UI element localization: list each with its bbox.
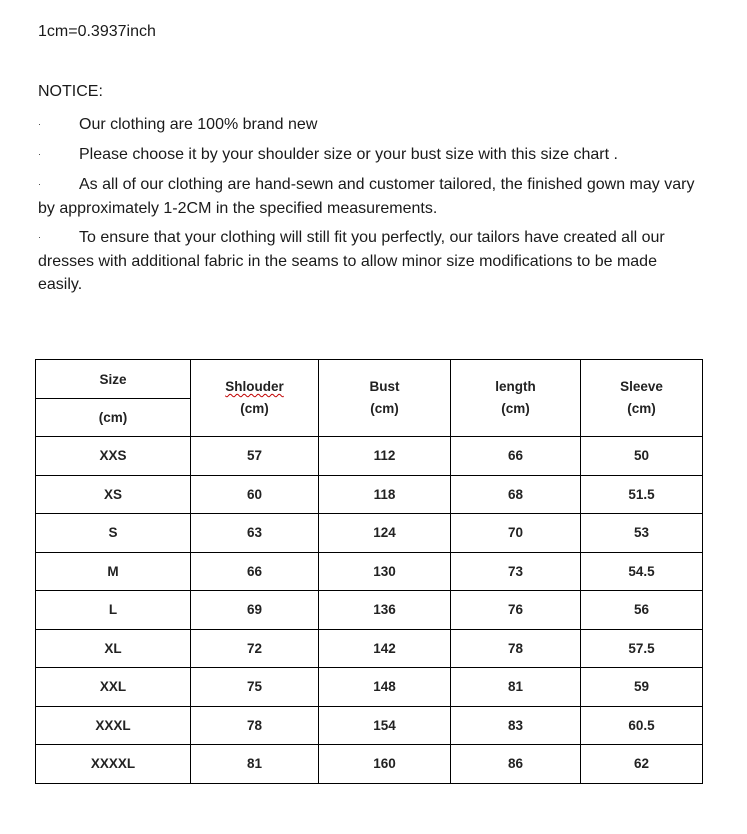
size-cell: XXS: [36, 437, 191, 476]
notice-item: [38, 226, 698, 297]
sleeve-cell: 57.5: [581, 629, 703, 668]
bust-header: [319, 360, 451, 437]
notice-item: [38, 173, 698, 220]
size-cell: XS: [36, 475, 191, 514]
shoulder-cell: 66: [191, 552, 319, 591]
table-row: [36, 591, 703, 630]
sleeve-cell: 54.5: [581, 552, 703, 591]
notice-item: [38, 143, 698, 167]
bullet-dot: ·: [38, 232, 41, 243]
length-header: [451, 360, 581, 437]
bullet-dot: ·: [38, 149, 41, 160]
length-cell: 68: [451, 475, 581, 514]
length-header-unit: (cm): [501, 401, 530, 416]
sleeve-cell: 51.5: [581, 475, 703, 514]
notice-item-text: Please choose it by your shoulder size or your bust size with this size chart .: [79, 146, 618, 163]
bust-cell: 130: [319, 552, 451, 591]
shoulder-cell: 60: [191, 475, 319, 514]
table-row: [36, 629, 703, 668]
table-row: [36, 437, 703, 476]
length-cell: 66: [451, 437, 581, 476]
length-cell: 70: [451, 514, 581, 553]
length-header-name: length: [495, 379, 536, 394]
shoulder-cell: 81: [191, 745, 319, 784]
size-chart-table: [35, 359, 703, 784]
length-cell: 78: [451, 629, 581, 668]
bust-cell: 148: [319, 668, 451, 707]
bust-cell: 160: [319, 745, 451, 784]
notice-item-text: As all of our clothing are hand-sewn and customer tailored, the finished gown may vary by approximately 1-2CM in the specified measurements.: [38, 176, 695, 217]
header-row: [36, 360, 703, 399]
shoulder-cell: 57: [191, 437, 319, 476]
length-cell: 86: [451, 745, 581, 784]
bust-cell: 118: [319, 475, 451, 514]
size-cell: L: [36, 591, 191, 630]
bust-cell: 154: [319, 706, 451, 745]
table-row: [36, 514, 703, 553]
sleeve-cell: 56: [581, 591, 703, 630]
size-cell: S: [36, 514, 191, 553]
length-cell: 83: [451, 706, 581, 745]
notice-item-text: To ensure that your clothing will still fit you perfectly, our tailors have created all our dresses with additional fabric in the seams to allow minor size modifications to be made easily.: [38, 229, 665, 294]
size-cell: XXXXL: [36, 745, 191, 784]
length-cell: 76: [451, 591, 581, 630]
sleeve-header-name: Sleeve: [620, 379, 663, 394]
size-unit-header: (cm): [36, 399, 191, 437]
bust-cell: 142: [319, 629, 451, 668]
notice-item-text: Our clothing are 100% brand new: [79, 116, 318, 133]
table-row: [36, 668, 703, 707]
size-cell: XL: [36, 629, 191, 668]
size-cell: XXXL: [36, 706, 191, 745]
bust-header-name: Bust: [369, 379, 400, 394]
shoulder-cell: 75: [191, 668, 319, 707]
bust-header-unit: (cm): [370, 401, 399, 416]
bust-cell: 124: [319, 514, 451, 553]
length-cell: 81: [451, 668, 581, 707]
sleeve-cell: 59: [581, 668, 703, 707]
notice-heading: NOTICE:: [38, 83, 103, 100]
size-header: Size: [36, 360, 191, 399]
shoulder-cell: 78: [191, 706, 319, 745]
sleeve-cell: 50: [581, 437, 703, 476]
sleeve-cell: 62: [581, 745, 703, 784]
sleeve-header: [581, 360, 703, 437]
size-cell: M: [36, 552, 191, 591]
length-cell: 73: [451, 552, 581, 591]
bullet-dot: ·: [38, 179, 41, 190]
notice-item: [38, 113, 698, 137]
table-row: [36, 475, 703, 514]
shoulder-header: [191, 360, 319, 437]
bust-cell: 112: [319, 437, 451, 476]
shoulder-cell: 69: [191, 591, 319, 630]
table-row: [36, 552, 703, 591]
shoulder-cell: 72: [191, 629, 319, 668]
shoulder-header-unit: (cm): [240, 401, 269, 416]
unit-conversion-note: 1cm=0.3937inch: [38, 23, 156, 40]
shoulder-cell: 63: [191, 514, 319, 553]
table-row: [36, 706, 703, 745]
sleeve-cell: 60.5: [581, 706, 703, 745]
sleeve-header-unit: (cm): [627, 401, 656, 416]
shoulder-header-name: Shlouder: [225, 379, 284, 394]
sleeve-cell: 53: [581, 514, 703, 553]
bust-cell: 136: [319, 591, 451, 630]
table-row: [36, 745, 703, 784]
size-cell: XXL: [36, 668, 191, 707]
bullet-dot: ·: [38, 119, 41, 130]
